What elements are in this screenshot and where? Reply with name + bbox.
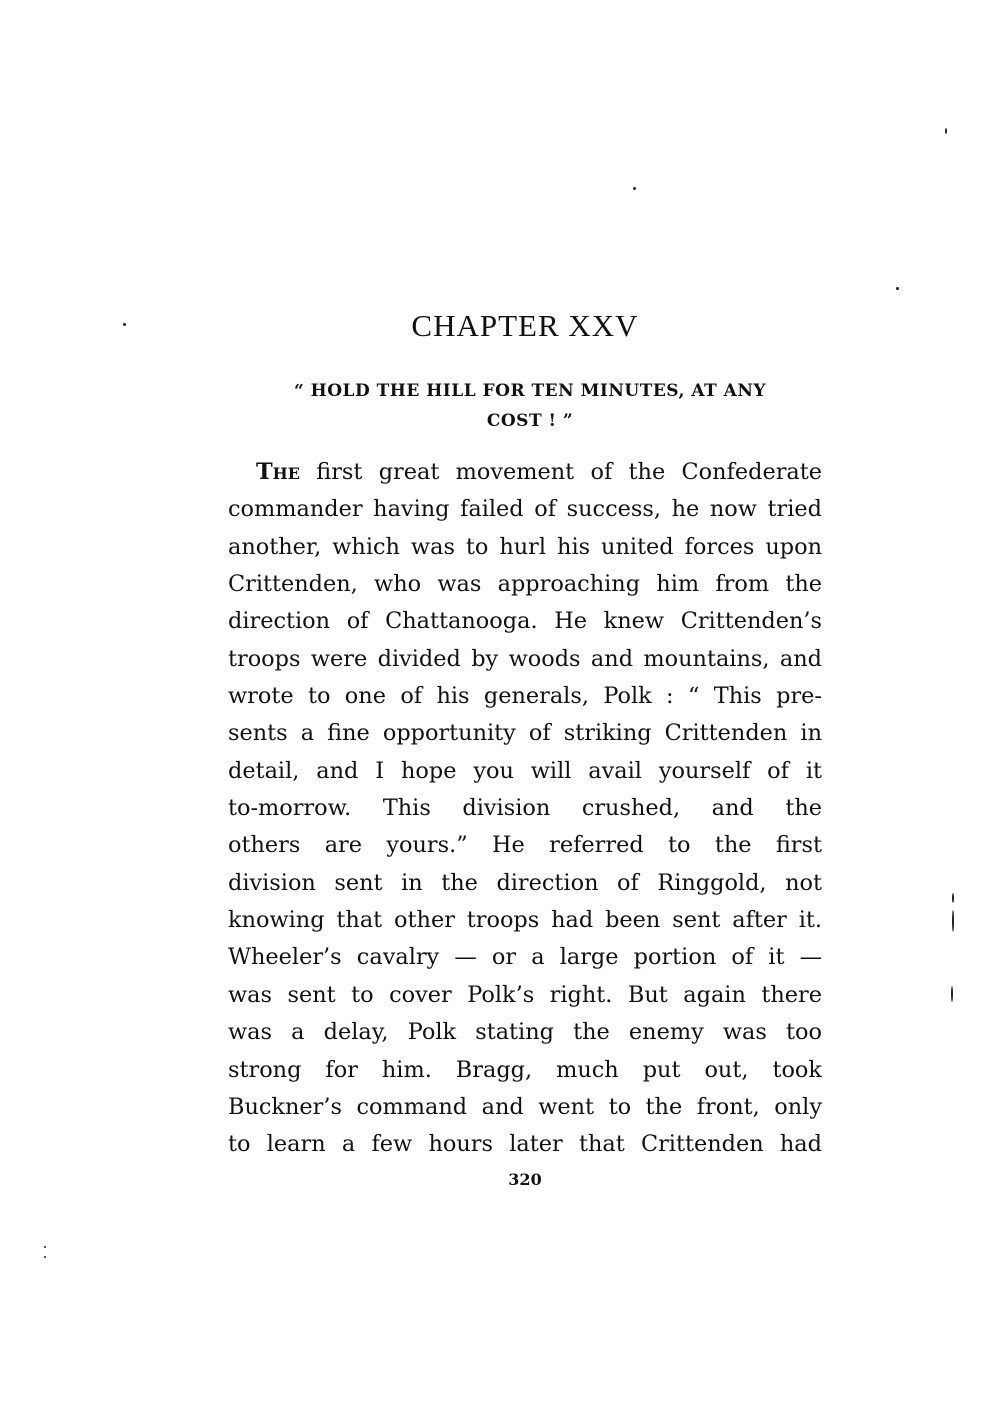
chapter-subtitle-line: “ HOLD THE HILL FOR TEN MINUTES, AT ANY bbox=[293, 381, 767, 401]
body-line: sents a fine opportunity of striking Crittenden in bbox=[228, 720, 822, 747]
body-line: others are yours.” He referred to the first bbox=[228, 832, 822, 859]
body-line: troops were divided by woods and mountains, and bbox=[228, 645, 822, 672]
scan-speck bbox=[896, 287, 899, 290]
chapter-subtitle bbox=[250, 376, 810, 436]
chapter-title: CHAPTER XXV bbox=[411, 308, 639, 343]
body-line: commander having failed of success, he now tried bbox=[228, 496, 822, 523]
body-line: strong for him. Bragg, much put out, took bbox=[228, 1056, 822, 1083]
scan-speck bbox=[951, 986, 953, 1002]
scan-speck bbox=[945, 128, 947, 134]
body-line: direction of Chattanooga. He knew Crittenden’s bbox=[228, 608, 822, 635]
body-line: to learn a few hours later that Crittenden had bbox=[228, 1131, 822, 1158]
scan-speck bbox=[44, 1256, 46, 1258]
page-number: 320 bbox=[508, 1170, 542, 1189]
body-line: was sent to cover Polk’s right. But again there bbox=[228, 981, 822, 1008]
body-paragraph bbox=[228, 454, 822, 1164]
body-line: was a delay, Polk stating the enemy was too bbox=[228, 1019, 822, 1046]
body-line: another, which was to hurl his united forces upon bbox=[228, 533, 822, 560]
body-line: division sent in the direction of Ringgold, not bbox=[228, 869, 822, 896]
body-line-text: first great movement of the Confederate bbox=[299, 459, 822, 485]
body-line: Buckner’s command and went to the front, only bbox=[228, 1093, 822, 1120]
scan-speck bbox=[123, 323, 126, 326]
body-line: detail, and I hope you will avail yourself of it bbox=[228, 757, 822, 784]
lead-word: The bbox=[256, 459, 300, 485]
scan-speck bbox=[633, 187, 636, 190]
scan-speck bbox=[952, 910, 954, 932]
body-line: wrote to one of his generals, Polk : “ This pre- bbox=[228, 683, 822, 710]
body-line: to-morrow. This division crushed, and the bbox=[228, 795, 822, 822]
body-line bbox=[228, 454, 822, 491]
chapter-subtitle-line: COST ! ” bbox=[486, 411, 574, 431]
body-line: Wheeler’s cavalry — or a large portion of it — bbox=[228, 944, 822, 971]
scan-speck bbox=[952, 893, 954, 903]
body-line: Crittenden, who was approaching him from the bbox=[228, 571, 822, 598]
body-line: knowing that other troops had been sent after it. bbox=[228, 907, 822, 934]
scan-speck bbox=[44, 1246, 46, 1248]
